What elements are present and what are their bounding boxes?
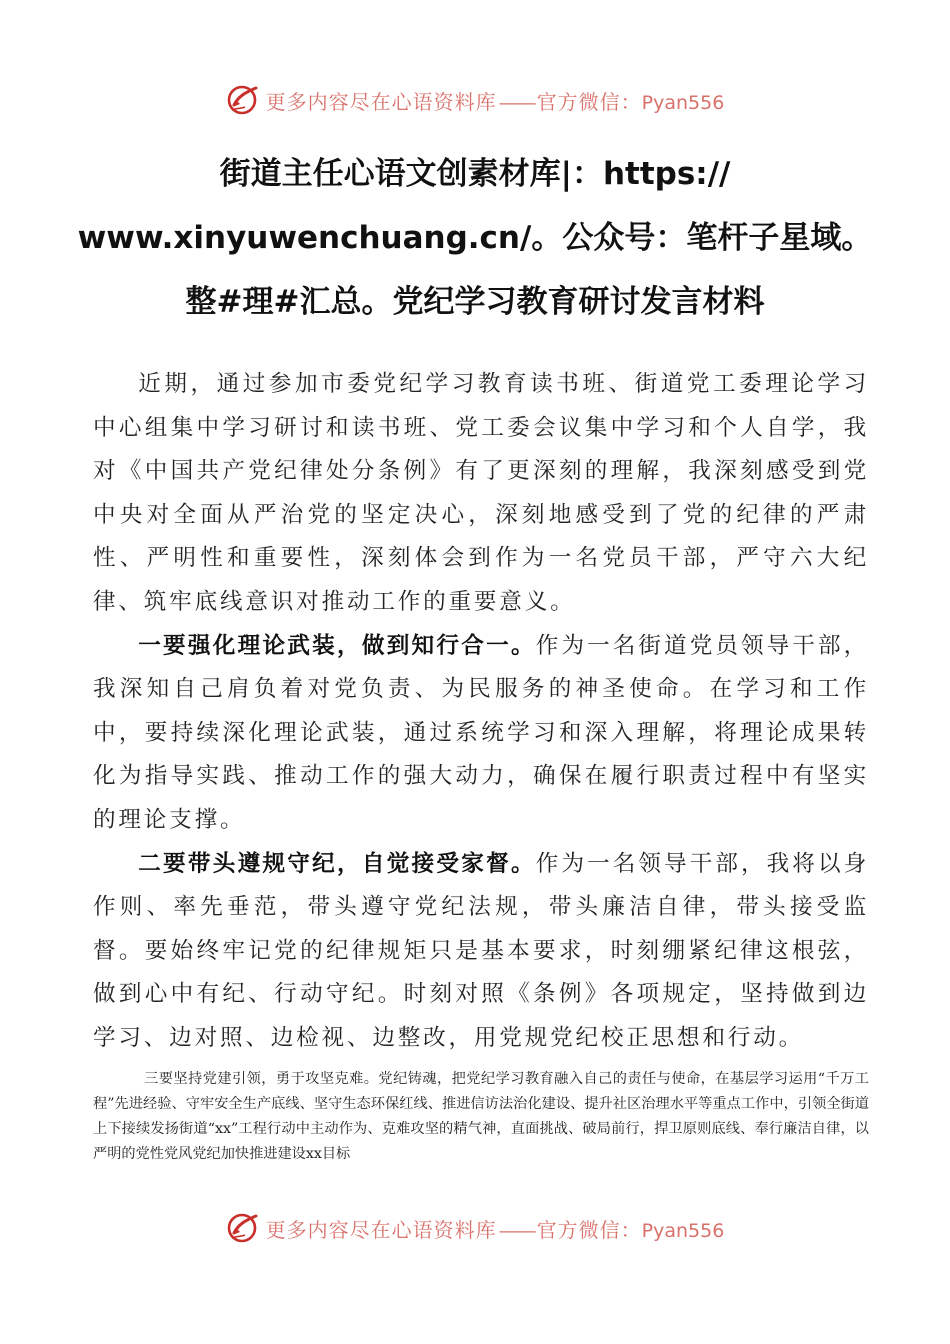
- paragraph-2-text: 作为一名街道党员领导干部，我深知自己肩负着对党负责、为民服务的神圣使命。在学习和工作中，要持续深化理论武装，通过系统学习和深入理解，将理论成果转化为指导实践、推动工作的强大动力，确保在履行职责过程中有坚实的理论支撑。: [93, 632, 869, 833]
- header-banner: [0, 80, 950, 120]
- paragraph-3-heading: 二要带头遵规守纪，自觉接受家督。: [138, 850, 536, 877]
- banner-text: [266, 1214, 725, 1243]
- banner-wechat-id: Pyan556: [641, 1219, 725, 1242]
- pen-logo-icon: [226, 83, 260, 117]
- banner-wechat-label: 官方微信：: [536, 89, 642, 114]
- document-body: [93, 363, 869, 1061]
- footer-banner: [0, 1208, 950, 1248]
- document-body-small: [93, 1067, 869, 1167]
- banner-slogan: 更多内容尽在心语资料库: [265, 89, 497, 114]
- banner-separator: ——: [498, 89, 535, 114]
- banner-wechat-id: Pyan556: [641, 91, 725, 114]
- title-line-3: 整#理#汇总。党纪学习教育研讨发言材料: [185, 284, 765, 320]
- paragraph-2-heading: 一要强化理论武装，做到知行合一。: [138, 632, 536, 659]
- paragraph-3-text: 作为一名领导干部，我将以身作则、率先垂范，带头遵守党纪法规，带头廉洁自律，带头接受监督。要始终牢记党的纪律规矩只是基本要求，时刻绷紧纪律这根弦，做到心中有纪、行动守纪。时刻对照《条例》各项规定，坚持做到边学习、边对照、边检视、边整改，用党规党纪校正思想和行动。: [93, 850, 869, 1051]
- document-title: [60, 142, 890, 334]
- banner-wechat-label: 官方微信：: [536, 1217, 642, 1242]
- title-line-1: 街道主任心语文创素材库|：https://: [219, 156, 731, 192]
- paragraph-2: [93, 625, 869, 843]
- title-line-2: www.xinyuwenchuang.cn/。公众号：笔杆子星域。: [77, 220, 873, 256]
- banner-text: [266, 86, 725, 115]
- paragraph-3: [93, 843, 869, 1061]
- banner-separator: ——: [498, 1217, 535, 1242]
- paragraph-1: 近期，通过参加市委党纪学习教育读书班、街道党工委理论学习中心组集中学习研讨和读书班、党工委会议集中学习和个人自学，我对《中国共产党纪律处分条例》有了更深刻的理解，我深刻感受到党中央对全面从严治党的坚定决心，深刻地感受到了党的纪律的严肃性、严明性和重要性，深刻体会到作为一名党员干部，严守六大纪律、筑牢底线意识对推动工作的重要意义。: [93, 371, 869, 615]
- pen-logo-icon: [226, 1211, 260, 1245]
- banner-slogan: 更多内容尽在心语资料库: [265, 1217, 497, 1242]
- paragraph-4: 三要坚持党建引领，勇于攻坚克难。党纪铸魂，把党纪学习教育融入自己的责任与使命，在基层学习运用“千万工程”先进经验、守牢安全生产底线、坚守生态环保红线、推进信访法治化建设、提升社区治理水平等重点工作中，引领全街道上下接续发扬街道“xx”工程行动中主动作为、克难攻坚的精气神，直面挑战、破局前行，捍卫原则底线、奉行廉洁自律，以严明的党性党风党纪加快推进建设xx目标: [93, 1071, 869, 1162]
